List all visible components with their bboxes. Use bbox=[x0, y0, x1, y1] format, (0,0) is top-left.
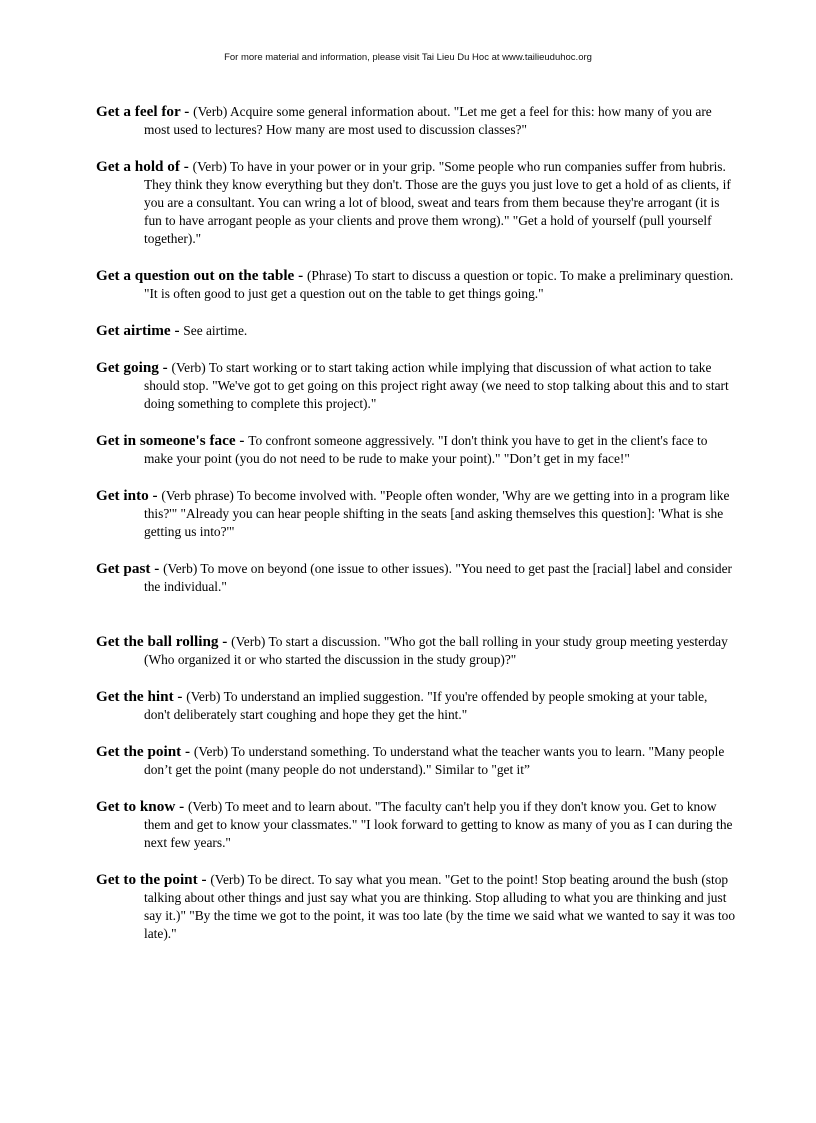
entry-term: Get the ball rolling bbox=[96, 633, 219, 650]
entry-dash: - bbox=[181, 743, 194, 760]
entry-term: Get a feel for bbox=[96, 103, 181, 120]
glossary-entry bbox=[96, 560, 736, 596]
entry-dash: - bbox=[179, 158, 193, 175]
entry-definition: (Verb) To start a discussion. "Who got the ball rolling in your study group meeting yesterday (Who organized it or who started the discussion in the study group)?" bbox=[144, 634, 728, 667]
entry-definition: To confront someone aggressively. "I don't think you have to get in the client's face to make your point (you do not need to be rude to make your point)." "Don’t get in my face!" bbox=[144, 433, 708, 466]
entry-dash: - bbox=[170, 322, 184, 339]
glossary-entry bbox=[96, 871, 736, 943]
entry-dash: - bbox=[158, 359, 172, 376]
glossary-entry bbox=[96, 743, 736, 779]
entry-definition: See airtime. bbox=[183, 323, 248, 338]
entry-term: Get in someone's face bbox=[96, 432, 236, 449]
entry-definition: (Verb) To move on beyond (one issue to other issues). "You need to get past the [racial] label and consider the individual." bbox=[144, 561, 732, 594]
glossary-entry bbox=[96, 798, 736, 852]
entry-term: Get to the point bbox=[96, 871, 198, 888]
entry-term: Get going bbox=[96, 359, 159, 376]
entry-definition: (Phrase) To start to discuss a question or topic. To make a preliminary question. "It is often good to just get a question out on the table to get things going." bbox=[144, 268, 734, 301]
entry-dash: - bbox=[235, 432, 249, 449]
entry-dash: - bbox=[294, 267, 307, 284]
entry-term: Get a hold of bbox=[96, 158, 180, 175]
glossary-entry bbox=[96, 267, 736, 303]
glossary-entry bbox=[96, 633, 736, 669]
glossary-entry bbox=[96, 158, 736, 248]
entry-term: Get to know bbox=[96, 798, 176, 815]
entry-definition: (Verb) Acquire some general information about. "Let me get a feel for this: how many of you are most used to lectures? How many are most used to discussion classes?" bbox=[144, 104, 712, 137]
glossary-entry bbox=[96, 359, 736, 413]
entry-definition: (Verb) To start working or to start taking action while implying that discussion of what action to take should stop. "We've got to get going on this project right away (we need to stop talking about this and to start doing something to complete this project)." bbox=[144, 360, 729, 411]
entry-dash: - bbox=[173, 688, 187, 705]
entry-term: Get into bbox=[96, 487, 149, 504]
entry-definition: (Verb) To be direct. To say what you mean. "Get to the point! Stop beating around the bush (stop talking about other things and just say what you are thinking. Stop alluding to what you are thinking and just say it.)" "By the time we got to the point, it was too late (by the time we said what we wanted to say it was too late)." bbox=[144, 872, 736, 941]
entry-definition: (Verb phrase) To become involved with. "People often wonder, 'Why are we getting into in a program like this?'" "Already you can hear people shifting in the seats [and asking themselves this question]: 'What is she getting us into?'" bbox=[144, 488, 730, 539]
entry-dash: - bbox=[148, 487, 162, 504]
page-header-note: For more material and information, please visit Tai Lieu Du Hoc at www.tailieuduhoc.org bbox=[224, 52, 592, 63]
glossary-entry bbox=[96, 432, 736, 468]
entry-term: Get the point bbox=[96, 743, 182, 760]
glossary-entries bbox=[96, 103, 736, 962]
entry-term: Get airtime bbox=[96, 322, 171, 339]
glossary-entry bbox=[96, 688, 736, 724]
entry-definition: (Verb) To meet and to learn about. "The faculty can't help you if they don't know you. Get to know them and get to know your classmates." "I look forward to getting to know as many of you as I can during the next few years." bbox=[144, 799, 733, 850]
entry-definition: (Verb) To understand an implied suggestion. "If you're offended by people smoking at your table, don't deliberately start coughing and hope they get the hint." bbox=[144, 689, 708, 722]
entry-dash: - bbox=[175, 798, 188, 815]
glossary-entry bbox=[96, 322, 736, 340]
entry-dash: - bbox=[197, 871, 211, 888]
entry-dash: - bbox=[180, 103, 194, 120]
entry-term: Get past bbox=[96, 560, 151, 577]
entry-dash: - bbox=[218, 633, 232, 650]
glossary-entry bbox=[96, 103, 736, 139]
entry-dash: - bbox=[150, 560, 164, 577]
entry-definition: (Verb) To understand something. To understand what the teacher wants you to learn. "Many people don’t get the point (many people do not understand)." Similar to "get it” bbox=[144, 744, 725, 777]
entry-term: Get the hint bbox=[96, 688, 174, 705]
entry-term: Get a question out on the table bbox=[96, 267, 295, 284]
entry-definition: (Verb) To have in your power or in your grip. "Some people who run companies suffer from hubris. They think they know everything but they don't. Those are the guys you just love to get a hold of as clients, if you are a consultant. You can wring a lot of blood, sweat and tears from them because they're arrogant (it is fun to have arrogant people as your clients and prove them wrong)." "Get a hold of yourself (pull yourself together)." bbox=[144, 159, 731, 246]
glossary-entry bbox=[96, 487, 736, 541]
